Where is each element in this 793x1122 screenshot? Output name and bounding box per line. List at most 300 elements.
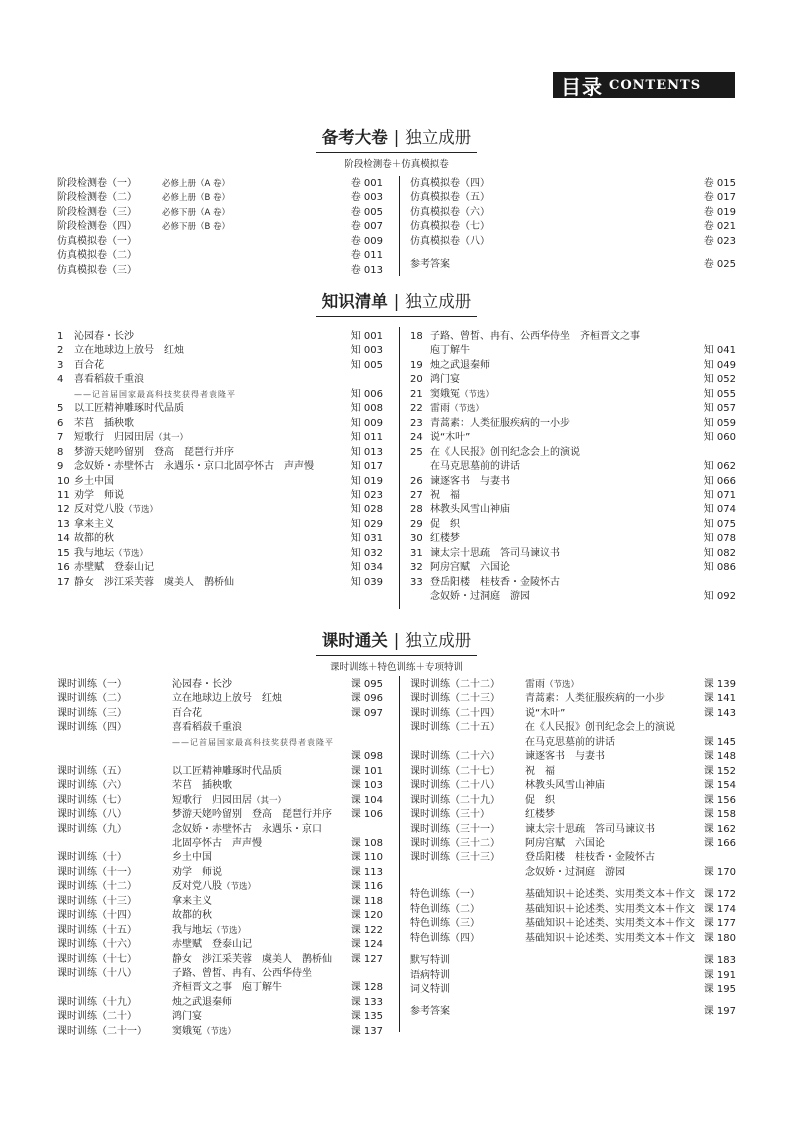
toc-entry-title-text: 乡土中国	[172, 852, 212, 864]
toc-entry-page: 课 174	[703, 903, 736, 915]
toc-entry-number: 19	[410, 359, 423, 371]
toc-entry-number: 31	[410, 547, 423, 559]
toc-entry	[57, 736, 383, 750]
toc-entry-title-text: 必修上册（A 卷）	[162, 179, 231, 189]
toc-entry-page: 课 143	[703, 707, 736, 719]
toc-entry-title	[525, 851, 655, 865]
toc-entry-number: 课时训练（二）	[57, 693, 127, 705]
toc-entry	[57, 707, 383, 721]
toc-entry-title-text: 百合花	[74, 359, 104, 371]
toc-entry-number: 仿真模拟卷（七）	[410, 221, 490, 233]
toc-entry-title-text: 沁园春・长沙	[74, 331, 134, 342]
toc-entry-number: 课时训练（二十八）	[410, 780, 500, 792]
toc-entry-page: 知 071	[703, 489, 736, 501]
toc-entry-page: 知 013	[350, 446, 383, 458]
toc-entry-title-text: 乡土中国	[74, 475, 114, 487]
toc-entry-title	[430, 446, 580, 460]
toc-entry-page: 课 097	[350, 707, 383, 719]
toc-entry	[57, 518, 383, 532]
toc-entry-page: 知 062	[703, 461, 736, 473]
toc-entry-number: 11	[57, 489, 70, 501]
toc-entry-page: 课 106	[350, 809, 383, 821]
toc-entry	[57, 446, 383, 460]
toc-entry	[410, 431, 736, 445]
toc-entry-page: 知 011	[350, 432, 383, 444]
toc-entry-number: 课时训练（二十六）	[410, 751, 500, 763]
toc-entry-title-text: 以工匠精神雕琢时代品质	[172, 765, 282, 777]
toc-entry-title-text: 反对党八股	[172, 881, 222, 893]
toc-entry-number: 课时训练（四）	[57, 722, 127, 734]
toc-entry-page: 知 078	[703, 533, 736, 545]
toc-entry-page: 知 092	[703, 591, 736, 603]
toc-entry-title-text: 红楼梦	[430, 533, 460, 545]
toc-entry-number: 20	[410, 374, 423, 386]
toc-entry-title	[430, 417, 570, 431]
toc-entry-title	[525, 888, 695, 902]
toc-entry-title	[172, 808, 332, 822]
toc-entry-number: 默写特训	[410, 955, 450, 967]
toc-entry	[410, 489, 736, 503]
toc-entry-page: 课 162	[703, 823, 736, 835]
toc-entry-title-text: ——记首届国家最高科技奖获得者袁隆平	[74, 389, 236, 399]
toc-entry-title	[430, 547, 560, 561]
toc-entry-title	[74, 576, 234, 590]
toc-entry-number: 9	[57, 461, 64, 473]
toc-entry-number: 仿真模拟卷（二）	[57, 250, 137, 262]
toc-entry-number: 课时训练（十三）	[57, 895, 137, 907]
toc-entry-number: 课时训练（三十二）	[410, 837, 500, 849]
toc-entry-number: 1	[57, 331, 64, 342]
toc-entry-title	[430, 475, 510, 489]
toc-entry-number: 课时训练（十五）	[57, 924, 137, 936]
toc-entry-title	[172, 765, 282, 779]
toc-entry-title-text: 芣苢 插秧歌	[172, 780, 232, 792]
toc-entry-page: 课 152	[703, 765, 736, 777]
toc-entry	[410, 446, 736, 460]
toc-entry-title-text: 子路、曾皙、冉有、公西华侍坐	[172, 968, 312, 979]
toc-entry-page: 课 127	[350, 953, 383, 965]
toc-entry-number: 课时训练（二十二）	[410, 679, 500, 690]
toc-entry-page: 知 005	[350, 359, 383, 371]
toc-entry-page: 课 183	[703, 955, 736, 967]
toc-entry-page: 课 128	[350, 982, 383, 994]
toc-entry-title	[172, 1010, 202, 1024]
toc-entry-title	[172, 909, 212, 923]
toc-entry-note: （节选）	[460, 389, 495, 400]
toc-entry	[57, 938, 383, 952]
toc-entry	[57, 779, 383, 793]
toc-entry	[57, 220, 383, 234]
toc-entry-title-text: 我与地坛	[74, 547, 114, 559]
toc-entry-title	[74, 446, 234, 460]
toc-entry-page: 课 135	[350, 1011, 383, 1023]
toc-entry-number: 12	[57, 504, 70, 516]
toc-entry-page: 知 055	[703, 388, 736, 400]
toc-entry-page: 知 023	[350, 489, 383, 501]
toc-entry-number: 28	[410, 504, 423, 516]
toc-entry-number: 30	[410, 533, 423, 545]
toc-entry-title-text: 短歌行 归园田居	[74, 432, 154, 444]
toc-entry-title	[172, 996, 232, 1010]
column-divider	[399, 176, 400, 276]
toc-entry-page: 知 041	[703, 345, 736, 357]
toc-entry-page: 课 197	[703, 1006, 736, 1018]
toc-entry-title-text: 赤壁赋 登泰山记	[74, 562, 154, 574]
toc-entry-page: 课 137	[350, 1025, 383, 1037]
toc-entry-number: 特色训练（四）	[410, 932, 480, 944]
toc-entry-title	[172, 1025, 236, 1039]
toc-entry-page: 课 154	[703, 780, 736, 792]
toc-entry	[57, 851, 383, 865]
toc-entry-page: 知 028	[350, 504, 383, 516]
toc-entry-page: 知 059	[703, 417, 736, 429]
toc-entry-title-text: 百合花	[172, 707, 202, 719]
toc-entry-page: 课 103	[350, 780, 383, 792]
toc-entry-page: 知 086	[703, 562, 736, 574]
toc-entry-title-text: 在《人民报》创刊纪念会上的演说	[525, 722, 675, 734]
toc-entry-title-text: 拿来主义	[74, 518, 114, 530]
toc-entry-page: 卷 005	[350, 206, 383, 218]
toc-entry-title	[74, 431, 188, 445]
toc-entry-title	[430, 576, 560, 590]
toc-entry-page: 知 039	[350, 576, 383, 588]
toc-entry-number: 18	[410, 331, 423, 342]
toc-entry	[410, 765, 736, 779]
toc-entry-number: 特色训练（一）	[410, 889, 480, 901]
toc-entry	[410, 359, 736, 373]
toc-entry	[410, 475, 736, 489]
toc-entry-page: 卷 013	[350, 264, 383, 276]
section-title: 备考大卷 | 独立成册	[316, 124, 478, 153]
toc-entry-title-text: 说“木叶”	[525, 707, 566, 719]
toc-entry-title	[525, 794, 555, 808]
toc-entry	[410, 1005, 736, 1019]
toc-entry	[57, 344, 383, 358]
toc-entry-title-text: 必修上册（B 卷）	[162, 193, 231, 204]
toc-entry	[57, 721, 383, 735]
toc-entry-title	[172, 678, 232, 692]
toc-entry-page: 卷 001	[350, 178, 383, 189]
toc-entry-page: 知 017	[350, 461, 383, 473]
toc-entry-number: 25	[410, 446, 423, 458]
toc-entry-number: 课时训练（十四）	[57, 910, 137, 922]
toc-entry	[410, 206, 736, 220]
toc-entry-page: 课 172	[703, 889, 736, 901]
toc-entry	[410, 373, 736, 387]
toc-entry-title	[74, 518, 114, 532]
toc-entry-title-text: 谏逐客书 与妻书	[430, 475, 510, 487]
toc-entry-page: 卷 015	[703, 178, 736, 189]
toc-entry-title-text: 窦娥冤	[172, 1025, 202, 1037]
toc-entry-page: 课 177	[703, 918, 736, 930]
toc-entry-title	[74, 417, 134, 431]
logo-cn: 目录	[561, 74, 603, 99]
toc-entry	[410, 388, 736, 402]
toc-entry-title-text: 青蒿素：人类征服疾病的一小步	[430, 417, 570, 429]
toc-entry-number: 课时训练（十六）	[57, 939, 137, 951]
toc-entry-number: 仿真模拟卷（五）	[410, 192, 490, 204]
toc-entry	[57, 330, 383, 344]
toc-entry-page: 课 141	[703, 693, 736, 705]
toc-entry-page: 课 191	[703, 969, 736, 981]
toc-entry-number: 27	[410, 489, 423, 501]
toc-entry-page: 课 145	[703, 736, 736, 748]
toc-entry	[57, 475, 383, 489]
toc-entry-note: （节选）	[545, 680, 580, 690]
toc-entry-page: 课 116	[350, 881, 383, 893]
toc-entry-title-text: 静女 涉江采芙蓉 虞美人 鹊桥仙	[74, 576, 234, 588]
toc-entry	[410, 851, 736, 865]
toc-entry-page: 知 008	[350, 403, 383, 415]
toc-entry-page: 课 139	[703, 679, 736, 690]
toc-entry-title-text: 劝学 师说	[74, 489, 124, 501]
toc-entry	[410, 888, 736, 902]
toc-entry-title	[172, 837, 262, 851]
toc-entry	[410, 678, 736, 692]
toc-entry-title	[525, 678, 579, 692]
toc-entry	[57, 460, 383, 474]
section-keshi	[0, 627, 793, 673]
toc-entry-page: 卷 021	[703, 221, 736, 233]
toc-entry-number: 24	[410, 432, 423, 444]
toc-entry-page: 课 133	[350, 996, 383, 1008]
toc-entry	[57, 359, 383, 373]
toc-entry-title-text: 基础知识＋论述类、实用类文本＋作文	[525, 932, 695, 944]
toc-entry-title	[172, 895, 212, 909]
toc-entry	[410, 344, 736, 358]
toc-entry-page: 知 006	[350, 388, 383, 400]
toc-entry-number: 课时训练（二十九）	[410, 794, 500, 806]
toc-entry	[57, 206, 383, 220]
toc-entry-title	[430, 489, 460, 503]
toc-entry-title-text: 必修下册（A 卷）	[162, 207, 231, 218]
toc-entry-title-text: 促 织	[525, 794, 555, 806]
toc-entry-number: 阶段检测卷（四）	[57, 221, 137, 233]
toc-entry	[410, 736, 736, 750]
toc-entry-title	[172, 981, 282, 995]
toc-entry	[410, 692, 736, 706]
toc-entry	[57, 895, 383, 909]
section-beikao	[0, 124, 793, 170]
toc-entry-page: 知 003	[350, 345, 383, 357]
toc-entry-number: 26	[410, 475, 423, 487]
toc-entry-title	[525, 707, 565, 721]
toc-entry-note: （节选）	[212, 925, 247, 936]
toc-entry	[57, 967, 383, 981]
toc-entry-page: 知 034	[350, 562, 383, 574]
toc-entry-title-text: 祝 福	[430, 489, 460, 501]
toc-entry-title	[525, 765, 555, 779]
toc-entry-title	[74, 475, 114, 489]
toc-entry-number: 课时训练（六）	[57, 780, 127, 792]
toc-entry-title-text: 林教头风雪山神庙	[430, 504, 510, 516]
toc-entry-page: 卷 003	[350, 192, 383, 204]
toc-entry	[410, 561, 736, 575]
toc-entry	[410, 576, 736, 590]
toc-entry-title	[430, 561, 510, 575]
toc-entry-author	[172, 736, 334, 750]
toc-entry-number: 7	[57, 432, 64, 444]
toc-entry	[57, 981, 383, 995]
toc-entry-title-text: 念奴娇・过洞庭 游园	[430, 591, 530, 603]
toc-entry-title	[74, 460, 314, 474]
toc-entry-page: 卷 025	[703, 259, 736, 271]
toc-entry-title-text: 谏太宗十思疏 答司马谏议书	[525, 823, 655, 835]
toc-entry-number: 33	[410, 576, 423, 588]
toc-entry-title-text: 梦游天姥吟留别 登高 琵琶行并序	[74, 446, 234, 458]
toc-entry-note: （节选）	[124, 505, 159, 516]
toc-entry-title	[430, 388, 494, 402]
toc-entry-page: 知 075	[703, 518, 736, 530]
toc-entry-title-text: 念奴娇・赤壁怀古 永遇乐・京口	[172, 823, 322, 835]
toc-entry-note: （节选）	[450, 404, 485, 415]
toc-entry-title-text: 鸿门宴	[430, 374, 460, 386]
toc-entry-title	[430, 330, 640, 344]
toc-entry	[410, 220, 736, 234]
toc-entry-page: 课 096	[350, 693, 383, 705]
toc-entry-title-text: 登岳阳楼 桂枝香・金陵怀古	[430, 576, 560, 588]
toc-entry-title	[172, 967, 312, 981]
toc-entry-title-text: 说“木叶”	[430, 432, 471, 444]
toc-entry-title	[172, 924, 246, 938]
toc-entry-title	[162, 191, 230, 205]
toc-entry-note: （节选）	[114, 548, 149, 559]
toc-entry	[57, 953, 383, 967]
toc-entry-title-text: 劝学 师说	[172, 866, 222, 878]
toc-entry-title-text: 阿房宫赋 六国论	[525, 837, 605, 849]
section-subtitle: 阶段检测卷＋仿真模拟卷	[344, 159, 449, 170]
toc-entry-title	[430, 460, 520, 474]
toc-entry-page: 知 032	[350, 547, 383, 559]
toc-entry	[57, 909, 383, 923]
toc-entry-number: 14	[57, 533, 70, 545]
toc-entry-title	[525, 837, 605, 851]
toc-entry-page: 课 195	[703, 984, 736, 995]
toc-entry-number: 16	[57, 562, 70, 574]
toc-entry-number: 15	[57, 547, 70, 559]
toc-entry-page: 课 095	[350, 679, 383, 690]
toc-entry-number: 课时训练（十七）	[57, 953, 137, 965]
toc-entry-page: 课 113	[350, 866, 383, 878]
toc-entry	[410, 721, 736, 735]
toc-entry-title-text: 必修下册（B 卷）	[162, 222, 231, 233]
toc-entry	[410, 235, 736, 249]
toc-entry-number: 课时训练（二十一）	[57, 1025, 147, 1037]
toc-entry-number: 17	[57, 576, 70, 588]
toc-entry-page: 知 066	[703, 475, 736, 487]
toc-entry-number: 课时训练（八）	[57, 809, 127, 821]
toc-entry-number: 课时训练（二十七）	[410, 765, 500, 777]
toc-entry	[57, 264, 383, 278]
toc-entry-title-text: ——记首届国家最高科技奖获得者袁隆平	[172, 737, 334, 747]
toc-entry-number: 2	[57, 345, 64, 357]
toc-entry-title-text: 窦娥冤	[430, 388, 460, 400]
toc-entry-number: 8	[57, 446, 64, 458]
toc-entry-number: 参考答案	[410, 259, 450, 271]
logo-en: CONTENTS	[609, 77, 702, 93]
section-title: 知识清单 | 独立成册	[316, 288, 478, 317]
toc-entry-title-text: 反对党八股	[74, 504, 124, 516]
toc-entry-title	[74, 402, 184, 416]
toc-entry	[410, 460, 736, 474]
toc-entry	[57, 794, 383, 808]
toc-entry-note: （其一）	[252, 795, 287, 806]
toc-entry-title-text: 基础知识＋论述类、实用类文本＋作文	[525, 903, 695, 915]
toc-entry-page: 知 052	[703, 374, 736, 386]
toc-entry-title	[525, 823, 655, 837]
toc-entry-title	[525, 721, 675, 735]
toc-entry-page: 课 166	[703, 837, 736, 849]
toc-entry-number: 课时训练（十九）	[57, 996, 137, 1008]
toc-entry-page: 知 060	[703, 432, 736, 444]
toc-entry	[410, 969, 736, 983]
toc-entry-number: 阶段检测卷（三）	[57, 206, 137, 218]
toc-entry-title	[525, 692, 665, 706]
toc-entry	[410, 903, 736, 917]
toc-entry-title	[172, 779, 232, 793]
toc-entry-title-text: 静女 涉江采芙蓉 虞美人 鹊桥仙	[172, 953, 332, 965]
toc-entry	[57, 678, 383, 692]
toc-entry-title-text: 烛之武退秦师	[172, 996, 232, 1008]
toc-entry	[57, 808, 383, 822]
toc-entry-page: 课 180	[703, 932, 736, 944]
toc-entry	[57, 866, 383, 880]
toc-entry-title	[172, 823, 322, 837]
toc-entry-number: 13	[57, 518, 70, 530]
toc-entry-title	[162, 206, 230, 220]
toc-entry-page: 知 019	[350, 475, 383, 487]
toc-entry-title	[430, 402, 484, 416]
toc-entry-number: 仿真模拟卷（四）	[410, 178, 490, 189]
toc-entry-title-text: 庖丁解牛	[430, 345, 470, 357]
toc-entry-page: 课 170	[703, 866, 736, 878]
toc-entry-title-text: 立在地球边上放号 红烛	[172, 693, 282, 705]
toc-entry-title-text: 念奴娇・过洞庭 游园	[525, 866, 625, 878]
section-title: 课时通关 | 独立成册	[316, 627, 478, 656]
toc-entry-title	[525, 808, 555, 822]
toc-entry-page: 课 110	[350, 852, 383, 864]
toc-entry	[410, 402, 736, 416]
toc-entry-title-text: 谏太宗十思疏 答司马谏议书	[430, 547, 560, 559]
toc-entry-title-text: 沁园春・长沙	[172, 679, 232, 690]
toc-entry-title	[162, 177, 230, 191]
toc-entry-title	[74, 561, 154, 575]
column-divider	[399, 676, 400, 1032]
toc-entry-title	[172, 938, 252, 952]
toc-entry-title-text: 赤壁赋 登泰山记	[172, 939, 252, 951]
toc-entry-title-text: 念奴娇・赤壁怀古 永遇乐・京口北固亭怀古 声声慢	[74, 461, 314, 473]
toc-entry-title-text: 短歌行 归园田居	[172, 794, 252, 806]
toc-entry-title	[172, 794, 286, 808]
toc-entry	[410, 518, 736, 532]
toc-entry	[410, 750, 736, 764]
toc-entry-page: 课 122	[350, 924, 383, 936]
toc-entry-title-text: 林教头风雪山神庙	[525, 780, 605, 792]
toc-entry	[410, 532, 736, 546]
toc-entry-page: 卷 007	[350, 221, 383, 233]
toc-entry-title-text: 红楼梦	[525, 809, 555, 821]
toc-entry	[57, 489, 383, 503]
toc-entry	[57, 576, 383, 590]
toc-entry-title-text: 祝 福	[525, 765, 555, 777]
toc-entry-page: 课 104	[350, 794, 383, 806]
toc-entry-title	[430, 359, 490, 373]
toc-entry	[57, 880, 383, 894]
toc-entry	[57, 402, 383, 416]
toc-entry	[57, 924, 383, 938]
toc-entry-page: 知 009	[350, 417, 383, 429]
toc-entry-title-text: 基础知识＋论述类、实用类文本＋作文	[525, 889, 695, 901]
